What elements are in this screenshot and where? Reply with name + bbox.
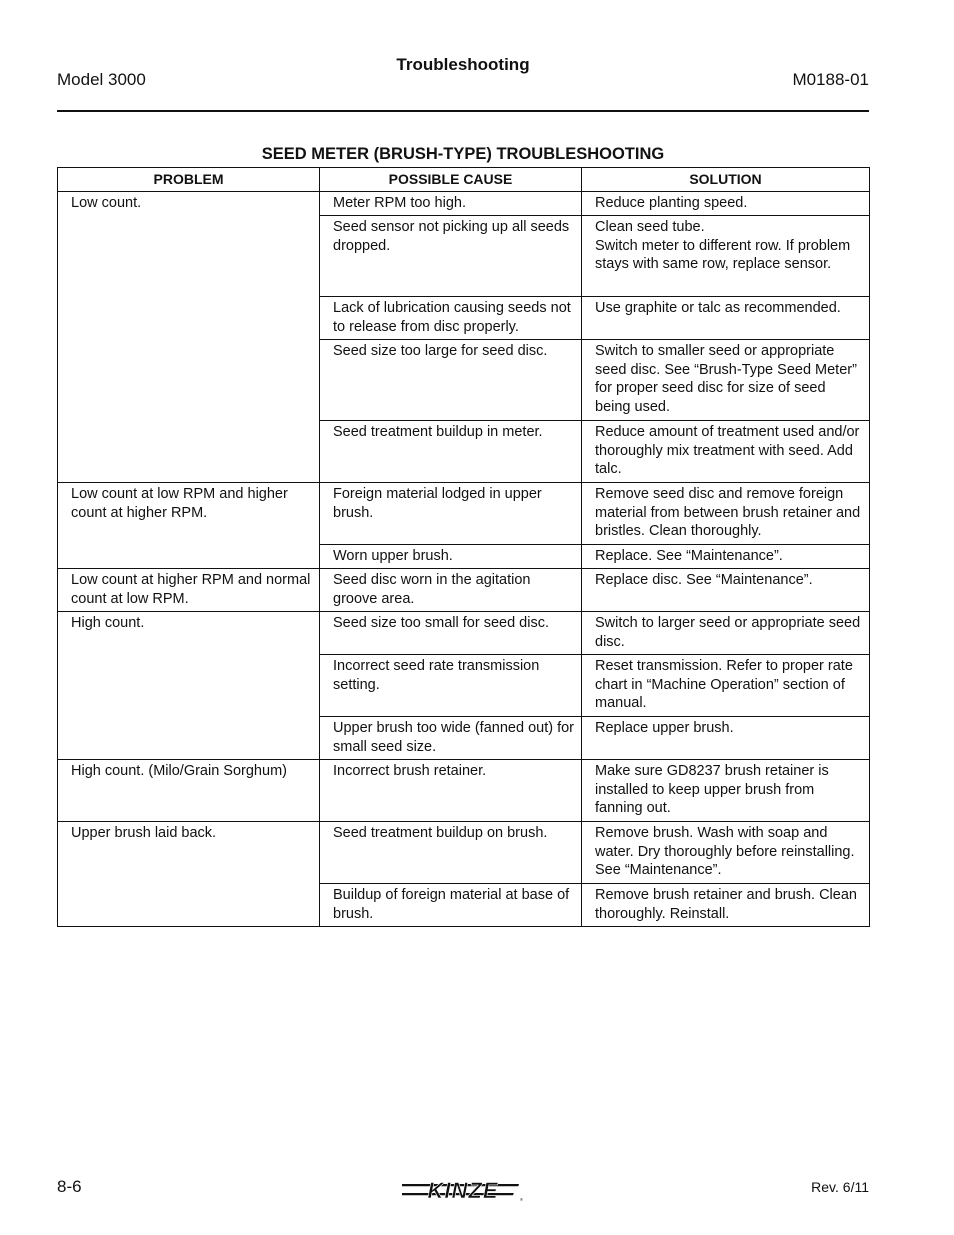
solution-cell: Remove brush retainer and brush. Clean thoroughly. Reinstall. [582, 884, 870, 927]
problem-cell: Low count at higher RPM and normal count at low RPM. [58, 569, 320, 612]
document-number: M0188-01 [792, 70, 869, 89]
cause-cell: Seed treatment buildup in meter. [320, 421, 582, 483]
problem-cell: High count. [58, 612, 320, 760]
cause-cell: Incorrect brush retainer. [320, 760, 582, 822]
table-row [58, 483, 870, 545]
kinze-logo [402, 1176, 524, 1204]
model-label: Model 3000 [57, 70, 146, 89]
solution-cell: Clean seed tube. Switch meter to different row. If problem stays with same row, replace sensor. [582, 216, 870, 297]
solution-cell: Switch to smaller seed or appropriate seed disc. See “Brush-Type Seed Meter” for proper seed disc for size of seed being used. [582, 340, 870, 421]
cause-cell: Foreign material lodged in upper brush. [320, 483, 582, 545]
solution-cell: Use graphite or talc as recommended. [582, 297, 870, 340]
header-divider [57, 110, 869, 112]
table-row [58, 760, 870, 822]
cause-cell: Seed sensor not picking up all seeds dropped. [320, 216, 582, 297]
cause-cell: Seed treatment buildup on brush. [320, 822, 582, 884]
table-row [58, 569, 870, 612]
solution-cell: Remove seed disc and remove foreign material from between brush retainer and bristles. Clean thoroughly. [582, 483, 870, 545]
table-row [58, 822, 870, 884]
cause-cell: Worn upper brush. [320, 545, 582, 569]
cause-cell: Upper brush too wide (fanned out) for small seed size. [320, 717, 582, 760]
problem-cell: High count. (Milo/Grain Sorghum) [58, 760, 320, 822]
svg-text:®: ® [520, 1197, 523, 1202]
column-header-solution: SOLUTION [582, 168, 870, 192]
solution-cell: Reset transmission. Refer to proper rate chart in “Machine Operation” section of manual. [582, 655, 870, 717]
table-row [58, 612, 870, 655]
problem-cell: Low count at low RPM and higher count at higher RPM. [58, 483, 320, 569]
revision-label: Rev. 6/11 [811, 1179, 869, 1195]
section-title: Troubleshooting [396, 55, 530, 74]
problem-cell: Upper brush laid back. [58, 822, 320, 927]
troubleshooting-table [57, 167, 870, 927]
solution-cell: Replace. See “Maintenance”. [582, 545, 870, 569]
solution-cell: Reduce amount of treatment used and/or thoroughly mix treatment with seed. Add talc. [582, 421, 870, 483]
svg-text:KINZE: KINZE [427, 1178, 499, 1203]
solution-cell: Reduce planting speed. [582, 192, 870, 216]
cause-cell: Lack of lubrication causing seeds not to release from disc properly. [320, 297, 582, 340]
cause-cell: Seed disc worn in the agitation groove area. [320, 569, 582, 612]
solution-cell: Replace upper brush. [582, 717, 870, 760]
solution-cell: Remove brush. Wash with soap and water. Dry thoroughly before reinstalling. See “Maintenance”. [582, 822, 870, 884]
table-header-row [58, 168, 870, 192]
table-title: SEED METER (BRUSH-TYPE) TROUBLESHOOTING [261, 145, 665, 163]
problem-cell: Low count. [58, 192, 320, 483]
column-header-cause: POSSIBLE CAUSE [320, 168, 582, 192]
solution-cell: Replace disc. See “Maintenance”. [582, 569, 870, 612]
cause-cell: Meter RPM too high. [320, 192, 582, 216]
solution-cell: Switch to larger seed or appropriate seed disc. [582, 612, 870, 655]
solution-cell: Make sure GD8237 brush retainer is installed to keep upper brush from fanning out. [582, 760, 870, 822]
column-header-problem: PROBLEM [58, 168, 320, 192]
cause-cell: Seed size too small for seed disc. [320, 612, 582, 655]
page-number: 8-6 [57, 1177, 82, 1196]
cause-cell: Incorrect seed rate transmission setting. [320, 655, 582, 717]
table-row [58, 192, 870, 216]
cause-cell: Buildup of foreign material at base of brush. [320, 884, 582, 927]
cause-cell: Seed size too large for seed disc. [320, 340, 582, 421]
